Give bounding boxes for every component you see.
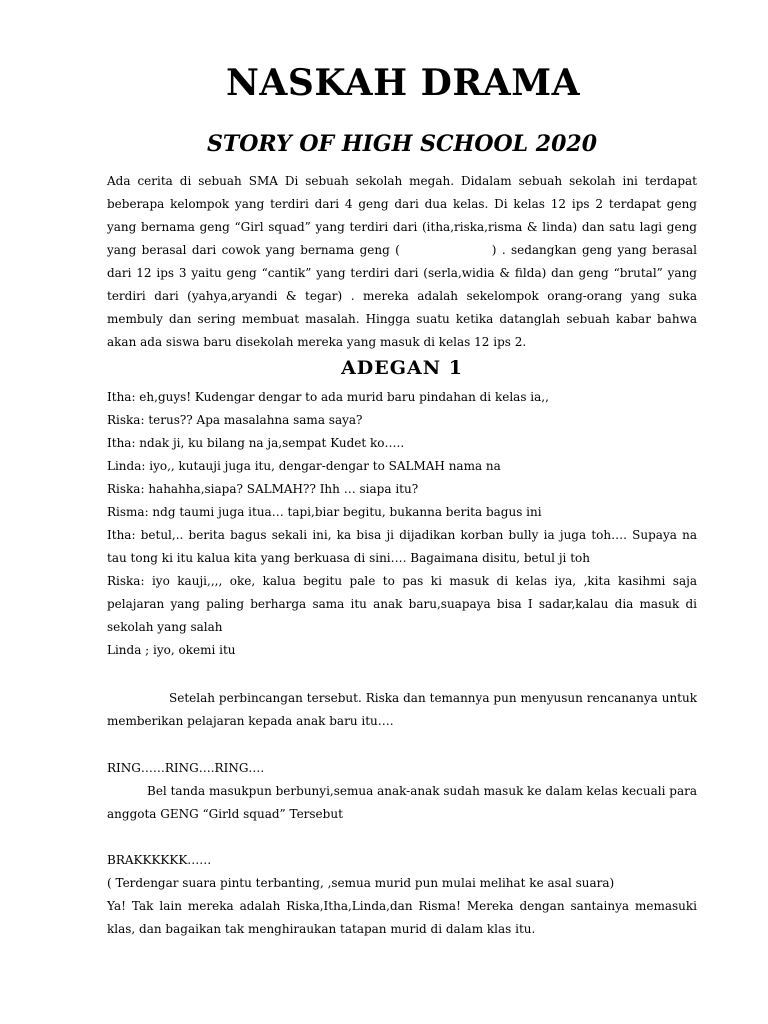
intro-text-part2: ) . sedangkan geng yang berasal dari 12 ips 3 yaitu geng “cantik” yang terdiri dari (serla,widia & filda) dan geng “brutal” yang terdiri dari (yahya,aryandi & tegar) . mereka adalah sekelompok orang-orang yang suka membuly dan sering membuat masalah. Hingga suatu ketika datanglah sebuah kabar bahwa akan ada siswa baru disekolah mereka yang masuk di kelas 12 ips 2. [107,243,697,349]
intro-text-part1: Ada cerita di sebuah SMA Di sebuah sekolah megah. Didalam sebuah sekolah ini terdapat beberapa kelompok yang terdiri dari 4 geng dari dua kelas. Di kelas 12 ips 2 terdapat geng yang bernama geng “Girl squad” yang terdiri dari (itha,riska,risma & linda) dan satu lagi geng yang berasal dari cowok yang bernama geng ( [107,174,697,257]
narration-paragraph-2: Bel tanda masukpun berbunyi,semua anak-anak sudah masuk ke dalam kelas kecuali para anggota GENG “Girld squad” Tersebut [107,784,697,821]
door-sound-text: BRAKKKKKK…… [107,853,212,867]
dialogue-list [107,386,697,662]
dialogue-line: Linda: iyo,, kutauji juga itu, dengar-dengar to SALMAH nama na [107,459,501,473]
intro-paragraph [107,170,697,354]
dialogue-line: Itha: eh,guys! Kudengar dengar to ada murid baru pindahan di kelas ia,, [107,390,549,404]
dialogue-line: Risma: ndg taumi juga itua… tapi,biar begitu, bukanna berita bagus ini [107,505,542,519]
document-subtitle: STORY OF HIGH SCHOOL 2020 [206,131,598,157]
dialogue-line: Linda ; iyo, okemi itu [107,643,236,657]
dialogue-line: Itha: ndak ji, ku bilang na ja,sempat Kudet ko….. [107,436,405,450]
dialogue-line: Riska: iyo kauji,,,, oke, kalua begitu pale to pas ki masuk di kelas iya, ,kita kasihmi saja pelajaran yang paling berharga sama itu anak baru,suapaya bisa I sadar,kalau dia masuk di sekolah yang salah [107,574,697,634]
narration-paragraph-1: Setelah perbincangan tersebut. Riska dan temannya pun menyusun rencananya untuk memberikan pelajaran kepada anak baru itu…. [107,691,697,728]
dialogue-line: Riska: terus?? Apa masalahna sama saya? [107,413,363,427]
narration-paragraph-3: Ya! Tak lain mereka adalah Riska,Itha,Linda,dan Risma! Mereka dengan santainya memasuki klas, dan bagaikan tak menghiraukan tatapan murid di dalam klas itu. [107,899,697,936]
stage-direction: ( Terdengar suara pintu terbanting, ,semua murid pun mulai melihat ke asal suara) [107,876,615,890]
dialogue-line: Itha: betul,.. berita bagus sekali ini, ka bisa ji dijadikan korban bully ia juga toh…. Supaya na tau tong ki itu kalua kita yang berkuasa di sini…. Bagaimana disitu, betul ji toh [107,528,697,565]
dialogue-line: Riska: hahahha,siapa? SALMAH?? Ihh … siapa itu? [107,482,419,496]
bell-sound-text: RING……RING….RING…. [107,761,265,775]
document-title: NASKAH DRAMA [226,62,580,104]
scene-heading: ADEGAN 1 [341,357,463,379]
